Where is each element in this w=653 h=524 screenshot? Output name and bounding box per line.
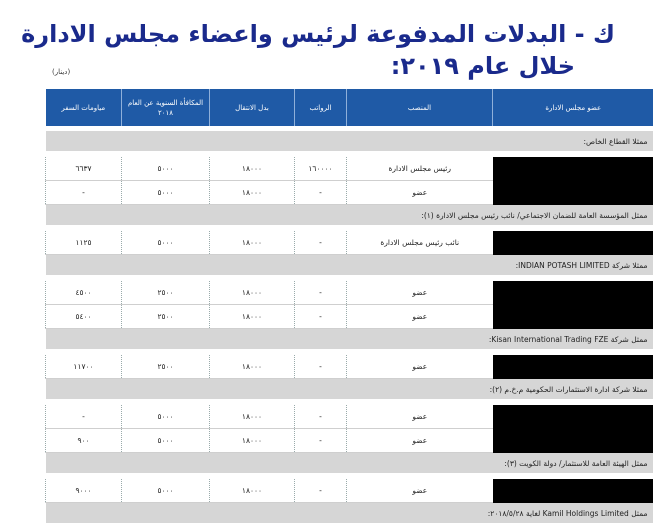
cell-position: عضو — [347, 479, 493, 503]
cell-salaries: - — [295, 281, 347, 305]
cell-bonus: ٥٠٠٠ — [122, 181, 210, 205]
table-row — [46, 231, 653, 255]
cell-transport: ١٨٠٠٠ — [210, 157, 295, 181]
header-position: المنصب — [347, 89, 493, 126]
cell-transport: ١٨٠٠٠ — [210, 181, 295, 205]
header-member: عضو مجلس الادارة — [493, 89, 653, 126]
redacted-member-name — [493, 479, 653, 503]
cell-transport: ١٨٠٠٠ — [210, 305, 295, 329]
cell-salaries: - — [295, 479, 347, 503]
page-title-line2: خلال عام ٢٠١٩: — [391, 52, 575, 80]
cell-transport: ١٨٠٠٠ — [210, 405, 295, 429]
table-header-row — [46, 89, 653, 126]
header-salaries: الرواتب — [295, 89, 347, 126]
section-header — [46, 379, 653, 400]
table-row — [46, 355, 653, 379]
cell-position: نائب رئيس مجلس الادارة — [347, 231, 493, 255]
redacted-member-name — [493, 355, 653, 379]
redacted-member-name — [493, 231, 653, 255]
table-row — [46, 405, 653, 429]
redacted-member-name — [493, 405, 653, 453]
cell-travel: ١١٢٥ — [46, 231, 122, 255]
header-bonus: المكافأة السنوية عن العام ٢٠١٨ — [122, 89, 210, 126]
cell-position: عضو — [347, 281, 493, 305]
section-header — [46, 131, 653, 152]
cell-bonus: ٢٥٠٠ — [122, 355, 210, 379]
table-row — [46, 479, 653, 503]
section-header — [46, 329, 653, 350]
cell-salaries: - — [295, 231, 347, 255]
cell-transport: ١٨٠٠٠ — [210, 479, 295, 503]
cell-travel: - — [46, 181, 122, 205]
currency-unit-label: (دينار) — [52, 68, 70, 76]
cell-position: عضو — [347, 429, 493, 453]
cell-salaries: ١٦٠٠٠٠ — [295, 157, 347, 181]
table-row — [46, 281, 653, 305]
redacted-member-name — [493, 157, 653, 205]
cell-travel: ٩٠٠ — [46, 429, 122, 453]
redacted-member-name — [493, 281, 653, 329]
cell-bonus: ٥٠٠٠ — [122, 479, 210, 503]
header-transport: بدل الانتقال — [210, 89, 295, 126]
section-header — [46, 255, 653, 276]
section-title: ممثل المؤسسة العامة للضمان الاجتماعي/ نائب رئيس مجلس الادارة (١): — [46, 205, 653, 226]
header-travel: مياومات السفر — [46, 89, 122, 126]
section-title: ممثل الهيئة العامة للاستثمار/ دولة الكويت (٣): — [46, 453, 653, 474]
cell-bonus: ٥٠٠٠ — [122, 429, 210, 453]
cell-position: رئيس مجلس الادارة — [347, 157, 493, 181]
section-title: ممثل Kamil Holdings Limited لغاية ٢٠١٨/٥/٢٨: — [46, 503, 653, 524]
board-allowances-table — [45, 89, 653, 524]
cell-salaries: - — [295, 181, 347, 205]
cell-travel: - — [46, 405, 122, 429]
section-title: ممثل شركة Kisan International Trading FZE: — [46, 329, 653, 350]
cell-travel: ٩٠٠٠ — [46, 479, 122, 503]
cell-travel: ٥٤٠٠ — [46, 305, 122, 329]
cell-bonus: ٥٠٠٠ — [122, 157, 210, 181]
section-header — [46, 503, 653, 524]
section-title: ممثلا القطاع الخاص: — [46, 131, 653, 152]
cell-transport: ١٨٠٠٠ — [210, 355, 295, 379]
cell-salaries: - — [295, 355, 347, 379]
cell-travel: ٦٦٣٧ — [46, 157, 122, 181]
cell-transport: ١٨٠٠٠ — [210, 231, 295, 255]
cell-bonus: ٢٥٠٠ — [122, 281, 210, 305]
table-row — [46, 157, 653, 181]
cell-salaries: - — [295, 429, 347, 453]
cell-bonus: ٥٠٠٠ — [122, 231, 210, 255]
cell-position: عضو — [347, 355, 493, 379]
cell-salaries: - — [295, 405, 347, 429]
cell-travel: ١١٧٠٠ — [46, 355, 122, 379]
cell-bonus: ٥٠٠٠ — [122, 405, 210, 429]
cell-position: عضو — [347, 405, 493, 429]
cell-transport: ١٨٠٠٠ — [210, 429, 295, 453]
section-title: ممثلا شركة ادارة الاستثمارات الحكومية م.خ.م (٢): — [46, 379, 653, 400]
cell-transport: ١٨٠٠٠ — [210, 281, 295, 305]
page-title-line1: ك - البدلات المدفوعة لرئيس واعضاء مجلس الادارة — [21, 20, 615, 48]
cell-position: عضو — [347, 181, 493, 205]
section-title: ممثلا شركة INDIAN POTASH LIMITED: — [46, 255, 653, 276]
cell-bonus: ٢٥٠٠ — [122, 305, 210, 329]
cell-position: عضو — [347, 305, 493, 329]
cell-travel: ٤٥٠٠ — [46, 281, 122, 305]
section-header — [46, 453, 653, 474]
cell-salaries: - — [295, 305, 347, 329]
section-header — [46, 205, 653, 226]
